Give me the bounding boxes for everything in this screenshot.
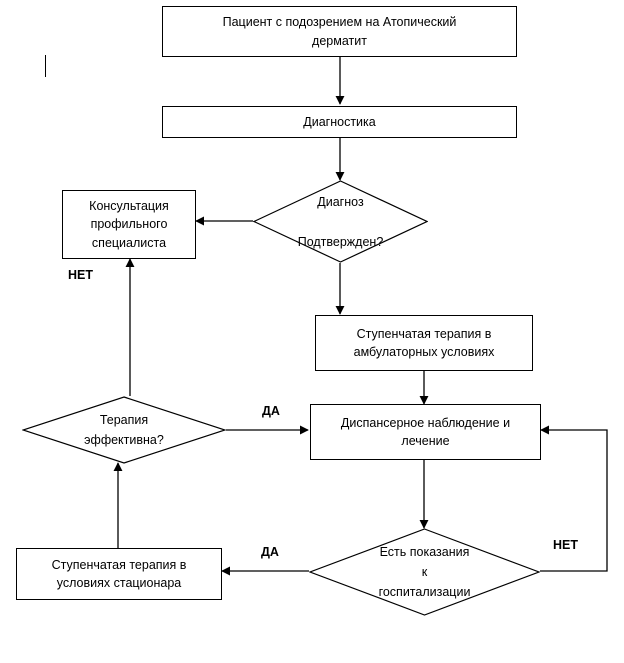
- node-diagnosis-line2: Подтвержден?: [297, 234, 384, 249]
- node-step-therapy-outpatient[interactable]: [315, 315, 533, 371]
- node-therapy-effective[interactable]: [22, 396, 226, 464]
- node-inpatient-line2: условиях стационара: [56, 576, 182, 590]
- node-dispensary-label: [341, 414, 510, 450]
- node-diagnostics[interactable]: [162, 106, 517, 138]
- node-outpatient-line2: амбулаторных условиях: [353, 345, 495, 359]
- node-inpatient-label: [52, 556, 187, 592]
- node-indications-line3: госпитализации: [378, 585, 471, 599]
- node-diagnostics-label: Диагностика: [303, 114, 376, 129]
- node-hospitalization-indications[interactable]: [309, 528, 540, 616]
- node-indications-line1: Есть показания: [379, 545, 470, 559]
- node-outpatient-label: [354, 325, 495, 361]
- node-dispensary-observation[interactable]: [310, 404, 541, 460]
- node-specialist-line2: профильного: [90, 217, 168, 232]
- node-diagnosis-line1: Диагноз: [317, 194, 364, 209]
- node-patient-label: [223, 13, 457, 49]
- node-patient-line1: Пациент с подозрением на Атопический: [222, 15, 457, 30]
- node-therapy-effective-label: [22, 396, 226, 464]
- node-patient-line2: дерматит: [312, 33, 367, 48]
- edge-label-yes-inpatient: ДА: [261, 545, 279, 559]
- node-effective-line1: Терапия: [99, 413, 149, 427]
- node-dispensary-line2: лечение: [401, 434, 450, 448]
- node-diagnosis-confirmed[interactable]: [253, 180, 428, 263]
- node-hospitalization-label: [309, 528, 540, 616]
- node-specialist-line3: специалиста: [91, 235, 167, 250]
- node-diagnosis-confirmed-label: [253, 180, 428, 263]
- node-indications-line2: к: [421, 565, 428, 579]
- node-dispensary-line1: Диспансерное наблюдение и: [340, 415, 511, 430]
- node-step-therapy-inpatient[interactable]: [16, 548, 222, 600]
- node-specialist-label: [89, 197, 169, 251]
- node-outpatient-line1: Ступенчатая терапия в: [356, 326, 492, 341]
- node-specialist-consultation[interactable]: [62, 190, 196, 259]
- node-inpatient-line1: Ступенчатая терапия в: [51, 557, 187, 572]
- edge-label-yes-dispensary: ДА: [262, 404, 280, 418]
- edge-label-no-specialist: НЕТ: [68, 268, 93, 282]
- node-effective-line2: эффективна?: [84, 433, 164, 447]
- node-patient[interactable]: [162, 6, 517, 57]
- node-specialist-line1: Консультация: [89, 199, 169, 214]
- edge-label-no-back-dispensary: НЕТ: [553, 538, 578, 552]
